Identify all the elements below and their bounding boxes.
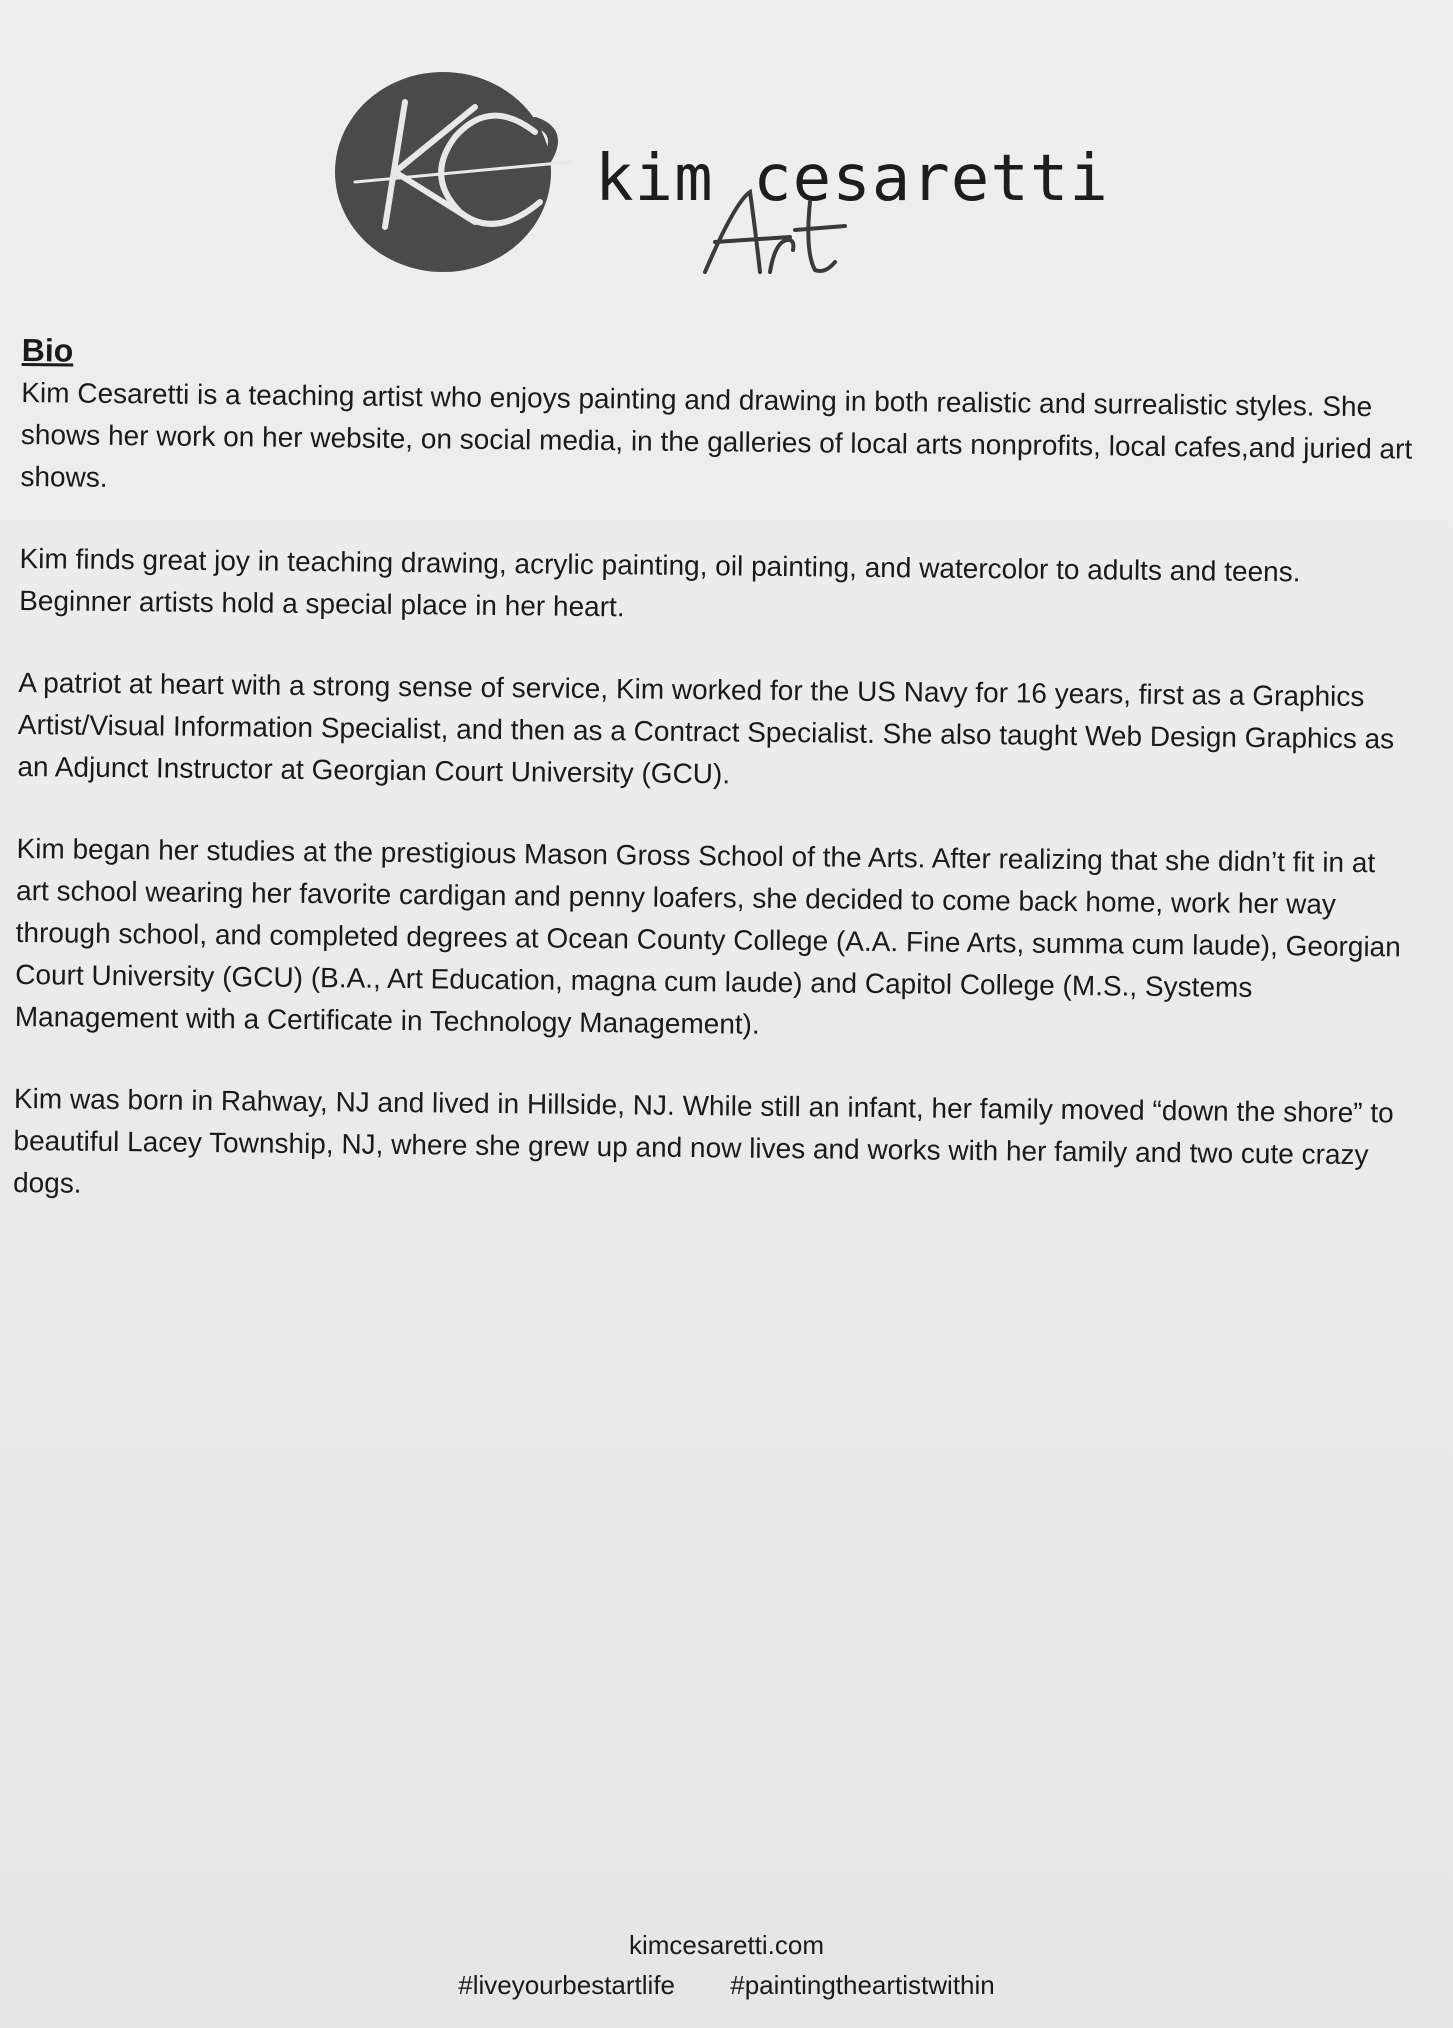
logo-wordmark: kim cesaretti [595,142,1109,216]
website-url: kimcesaretti.com [628,1930,825,1960]
bio-paragraph-education: Kim began her studies at the prestigious Mason Gross School of the Arts. After realizing that she didn’t fit in at art school wearing her favorite cardigan and penny loafers, she decided to come back home, work her way through school, and completed degrees at Ocean County College (A.A. Fine Arts, summa cum laude), Georgian Court University (GCU) (B.A., Art Education, magna cum laude) and Capitol College (M.S., Systems Management with a Certificate in Technology Management). [14,832,1401,1040]
hashtag-liveyourbestartlife: #liveyourbestartlife [458,1970,676,2000]
bio-paragraph-teaching: Kim finds great joy in teaching drawing, acrylic painting, oil painting, and watercolor to adults and teens. Beginner artists hold a special place in her heart. [19,542,1301,623]
hashtag-row [0,1965,1453,2005]
bio-paragraph-intro: Kim Cesaretti is a teaching artist who enjoys painting and drawing in both realistic and surrealistic styles. She shows her work on her website, on social media, in the galleries of local arts nonprofits, local cafes,and juried art shows. [20,376,1413,493]
bio-heading: Bio [21,331,74,369]
bio-paragraph-hometown: Kim was born in Rahway, NJ and lived in Hillside, NJ. While still an infant, her family moved “down the shore” to beautiful Lacey Township, NJ, where she grew up and now lives and works with her family and two cute crazy dogs. [12,1082,1394,1199]
hashtag-paintingtheartistwithin: #paintingtheartistwithin [730,1970,995,2000]
footer [0,1925,1453,2005]
brand-logo [325,62,1155,282]
logo-script-art [695,182,895,282]
bio-section [12,330,1421,1259]
bio-paragraph-navy-career: A patriot at heart with a strong sense of service, Kim worked for the US Navy for 16 years, first as a Graphics Artist/Visual Information Specialist, and then as a Contract Specialist. She also taught Web Design Graphics as an Adjunct Instructor at Georgian Court University (GCU). [17,666,1395,790]
kc-monogram-logo [325,62,580,282]
